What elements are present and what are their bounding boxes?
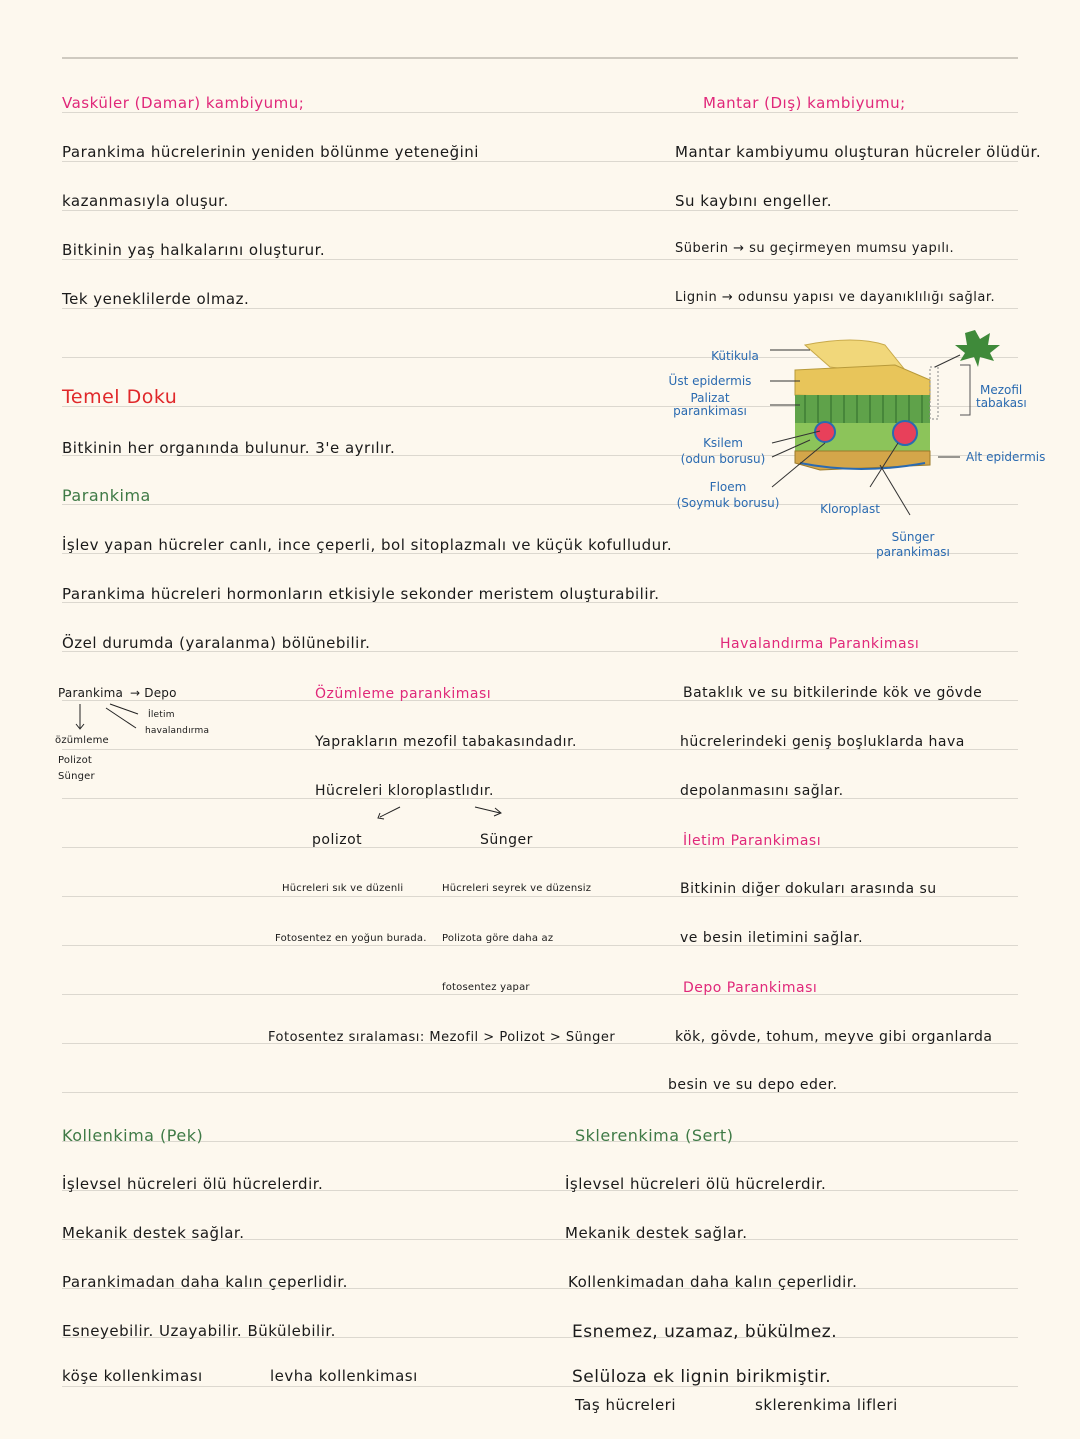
label-alt-epidermis: Alt epidermis <box>966 450 1046 464</box>
iletim-line-1: Bitkinin diğer dokuları arasında su <box>680 881 937 897</box>
vascular-line-3: Bitkinin yaş halkalarını oluşturur. <box>62 241 326 259</box>
sunger-feature-2: Polizota göre daha az <box>442 933 554 944</box>
label-kutikula: Kütikula <box>711 349 759 363</box>
tree-sunger: Sünger <box>58 771 95 782</box>
kollenkima-line-3: Parankimadan daha kalın çeperlidir. <box>62 1273 348 1291</box>
sklerenkima-line-4: Esnemez, uzamaz, bükülmez. <box>572 1322 838 1342</box>
sunger-feature-1: Hücreleri seyrek ve düzensiz <box>442 883 592 894</box>
parankima-line-3: Özel durumda (yaralanma) bölünebilir. <box>62 634 371 652</box>
label-sunger-parankimasi: parankiması <box>876 545 950 559</box>
polizot-feature-2: Fotosentez en yoğun burada. <box>275 933 427 944</box>
label-palizat-parankimasi: parankiması <box>673 404 747 418</box>
vascular-line-2: kazanmasıyla oluşur. <box>62 192 229 210</box>
label-floem: Floem <box>709 480 747 494</box>
phloem-vein <box>893 421 917 445</box>
mantar-line-3: Süberin → su geçirmeyen mumsu yapılı. <box>675 241 955 256</box>
sklerenkima-line-3: Kollenkimadan daha kalın çeperlidir. <box>568 1273 858 1291</box>
iletim-line-2: ve besin iletimini sağlar. <box>680 930 864 946</box>
temel-doku-desc: Bitkinin her organında bulunur. 3'e ayrılır. <box>62 439 396 457</box>
sklerenkima-line-2: Mekanik destek sağlar. <box>565 1224 748 1242</box>
kollenkima-line-4: Esneyebilir. Uzayabilir. Bükülebilir. <box>62 1322 336 1340</box>
depo-line-2: besin ve su depo eder. <box>668 1077 838 1093</box>
tree-iletim: İletim <box>148 710 175 720</box>
depo-title: Depo Parankiması <box>683 980 818 996</box>
sunger-feature-3: fotosentez yapar <box>442 982 530 993</box>
parankima-line-1: İşlev yapan hücreler canlı, ince çeperli, bol sitoplazmalı ve küçük kofulludur. <box>62 536 673 554</box>
polizot-feature-1: Hücreleri sık ve düzenli <box>282 883 404 894</box>
label-soymuk-borusu: (Soymuk borusu) <box>676 496 780 510</box>
polizot-label: polizot <box>312 832 363 848</box>
ozumleme-title: Özümleme parankiması <box>315 686 492 702</box>
mantar-line-1: Mantar kambiyumu oluşturan hücreler ölüdür. <box>675 143 1042 161</box>
sklerenkima-line-1: İşlevsel hücreleri ölü hücrelerdir. <box>565 1175 827 1193</box>
split-arrows <box>370 803 510 825</box>
label-ust-epidermis: Üst epidermis <box>668 374 752 388</box>
label-mezofil-tabakasi: tabakası <box>976 396 1027 410</box>
kollenkima-line-1: İşlevsel hücreleri ölü hücrelerdir. <box>62 1175 324 1193</box>
tree-polizot: Polizot <box>58 755 93 766</box>
iletim-title: İletim Parankiması <box>683 833 822 849</box>
sklerenkima-title: Sklerenkima (Sert) <box>575 1126 734 1145</box>
kollenkima-type-2: levha kollenkiması <box>270 1367 418 1385</box>
ozumleme-line-2: Hücreleri kloroplastlıdır. <box>315 783 494 799</box>
tree-havalandirma: havalandırma <box>145 726 210 736</box>
top-rule <box>62 57 1018 59</box>
havalandirma-line-1: Bataklık ve su bitkilerinde kök ve gövde <box>683 685 983 701</box>
maple-leaf-icon <box>955 330 1000 367</box>
vascular-line-1: Parankima hücrelerinin yeniden bölünme yeteneğini <box>62 143 479 161</box>
label-palizat: Palizat <box>690 391 730 405</box>
lower-epidermis-layer <box>795 451 930 470</box>
tree-arrows <box>70 700 150 736</box>
sklerenkima-type-2: sklerenkima lifleri <box>755 1396 898 1414</box>
sklerenkima-line-5: Selüloza ek lignin birikmiştir. <box>572 1367 832 1387</box>
label-sunger: Sünger <box>891 530 935 544</box>
sunger-label: Sünger <box>480 832 533 848</box>
vascular-cambium-title: Vasküler (Damar) kambiyumu; <box>62 94 305 112</box>
havalandirma-line-2: hücrelerindeki geniş boşluklarda hava <box>680 734 965 750</box>
mantar-line-2: Su kaybını engeller. <box>675 192 833 210</box>
kollenkima-type-1: köşe kollenkiması <box>62 1367 203 1385</box>
parankima-title: Parankima <box>62 486 151 505</box>
havalandirma-line-3: depolanmasını sağlar. <box>680 783 844 799</box>
upper-epidermis-layer <box>795 365 930 400</box>
palisade-layer <box>795 395 930 423</box>
kollenkima-title: Kollenkima (Pek) <box>62 1126 204 1145</box>
tree-depo: → Depo <box>130 686 177 700</box>
depo-line-1: kök, gövde, tohum, meyve gibi organlarda <box>675 1029 993 1045</box>
mantar-cambium-title: Mantar (Dış) kambiyumu; <box>703 94 906 112</box>
havalandirma-title: Havalandırma Parankiması <box>720 636 920 652</box>
temel-doku-title: Temel Doku <box>62 386 178 408</box>
mantar-line-4: Lignin → odunsu yapısı ve dayanıklılığı sağlar. <box>675 290 996 305</box>
label-mezofil: Mezofil <box>980 383 1023 397</box>
tree-root: Parankima <box>58 686 124 700</box>
label-kloroplast: Kloroplast <box>820 502 880 516</box>
parankima-line-2: Parankima hücreleri hormonların etkisiyle sekonder meristem oluşturabilir. <box>62 585 660 603</box>
ozumleme-line-1: Yaprakların mezofil tabakasındadır. <box>315 734 577 750</box>
tree-ozumleme: özümleme <box>55 735 109 746</box>
vascular-line-4: Tek yeneklilerde olmaz. <box>62 290 250 308</box>
fotosentez-order: Fotosentez sıralaması: Mezofil > Polizot > Sünger <box>268 1030 616 1045</box>
sklerenkima-type-1: Taş hücreleri <box>575 1396 677 1414</box>
label-odun-borusu: (odun borusu) <box>680 452 766 466</box>
label-ksilem: Ksilem <box>703 436 743 450</box>
kollenkima-line-2: Mekanik destek sağlar. <box>62 1224 245 1242</box>
